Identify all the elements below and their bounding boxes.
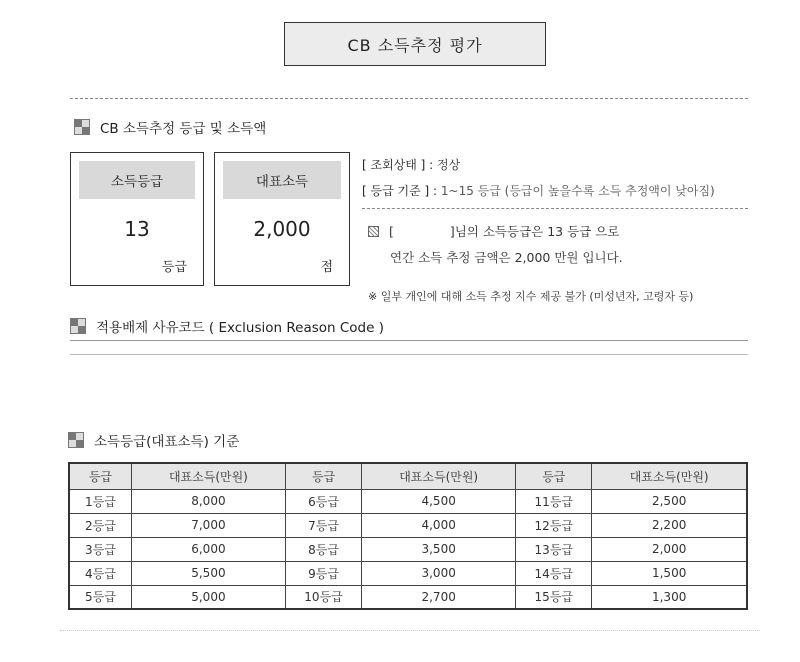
- income-card: [214, 152, 350, 286]
- table-cell: 4,500: [362, 489, 516, 513]
- divider: [70, 354, 748, 355]
- status-label: [ 조회상태 ] :: [362, 158, 434, 172]
- table-cell: 8,000: [131, 489, 285, 513]
- table-cell: 9등급: [285, 561, 361, 585]
- section-bullet-icon: [70, 318, 86, 334]
- table-cell: 1,500: [592, 561, 747, 585]
- table-cell: 3,500: [362, 537, 516, 561]
- status-line: [362, 156, 460, 173]
- divider: [70, 340, 748, 341]
- table-cell: 7,000: [131, 513, 285, 537]
- table-header-row: [69, 463, 747, 489]
- footnote: ※ 일부 개인에 대해 소득 추정 지수 제공 불가 (미성년자, 고령자 등): [368, 290, 694, 303]
- table-cell: 6,000: [131, 537, 285, 561]
- table-cell: 1등급: [69, 489, 131, 513]
- table-cell: 2,200: [592, 513, 747, 537]
- col-header: 대표소득(만원): [131, 463, 285, 489]
- table-cell: 4등급: [69, 561, 131, 585]
- table-cell: 6등급: [285, 489, 361, 513]
- section-income-grade: [74, 117, 266, 137]
- table-row: [69, 585, 747, 609]
- table-row: [69, 489, 747, 513]
- table-cell: 15등급: [516, 585, 592, 609]
- table-cell: 10등급: [285, 585, 361, 609]
- divider: [362, 208, 748, 209]
- col-header: 대표소득(만원): [592, 463, 747, 489]
- section-title: CB 소득추정 등급 및 소득액: [100, 121, 267, 137]
- section-bullet-icon: [68, 432, 84, 448]
- divider: [70, 98, 748, 99]
- table-cell: 5,500: [131, 561, 285, 585]
- table-cell: 2,700: [362, 585, 516, 609]
- table-cell: 4,000: [362, 513, 516, 537]
- section-exclusion-code: [70, 316, 384, 336]
- col-header: 등급: [285, 463, 361, 489]
- col-header: 대표소득(만원): [362, 463, 516, 489]
- criteria-value: 1~15 등급 (등급이 높을수록 소득 추정액이 낮아짐): [440, 184, 715, 198]
- table-cell: 14등급: [516, 561, 592, 585]
- table-row: [69, 537, 747, 561]
- section-bullet-icon: [74, 119, 90, 135]
- grade-card: [70, 152, 204, 286]
- table-cell: 3등급: [69, 537, 131, 561]
- income-unit: 점: [320, 260, 333, 275]
- col-header: 등급: [69, 463, 131, 489]
- check-icon: [368, 226, 379, 237]
- result-line-2: 연간 소득 추정 금액은 2,000 만원 입니다.: [390, 250, 623, 265]
- table-cell: 12등급: [516, 513, 592, 537]
- table-row: [69, 561, 747, 585]
- table-cell: 2,500: [592, 489, 747, 513]
- bottom-edge: [60, 630, 760, 638]
- col-header: 등급: [516, 463, 592, 489]
- grade-unit: 등급: [161, 260, 187, 275]
- table-cell: 5등급: [69, 585, 131, 609]
- table-cell: 13등급: [516, 537, 592, 561]
- table-cell: 5,000: [131, 585, 285, 609]
- result-prefix: [: [388, 224, 394, 239]
- table-row: [69, 513, 747, 537]
- page-title: CB 소득추정 평가: [284, 22, 546, 66]
- table-cell: 1,300: [592, 585, 747, 609]
- result-suffix: ]님의 소득등급은 13 등급 으로: [449, 224, 620, 239]
- section-title: 적용배제 사유코드 ( Exclusion Reason Code ): [96, 320, 384, 336]
- table-cell: 8등급: [285, 537, 361, 561]
- income-value: 2,000: [253, 217, 311, 241]
- result-line-1: [368, 222, 619, 240]
- grade-card-header: 소득등급: [79, 161, 195, 199]
- grade-standard-table: [68, 462, 748, 610]
- table-cell: 11등급: [516, 489, 592, 513]
- section-grade-standard: [68, 430, 239, 450]
- table-cell: 2등급: [69, 513, 131, 537]
- income-card-header: 대표소득: [223, 161, 341, 199]
- status-value: 정상: [437, 158, 461, 172]
- criteria-line: [362, 182, 715, 199]
- table-cell: 2,000: [592, 537, 747, 561]
- section-title: 소득등급(대표소득) 기준: [94, 434, 240, 450]
- table-cell: 7등급: [285, 513, 361, 537]
- grade-value: 13: [124, 217, 150, 241]
- criteria-label: [ 등급 기준 ] :: [362, 184, 438, 198]
- table-cell: 3,000: [362, 561, 516, 585]
